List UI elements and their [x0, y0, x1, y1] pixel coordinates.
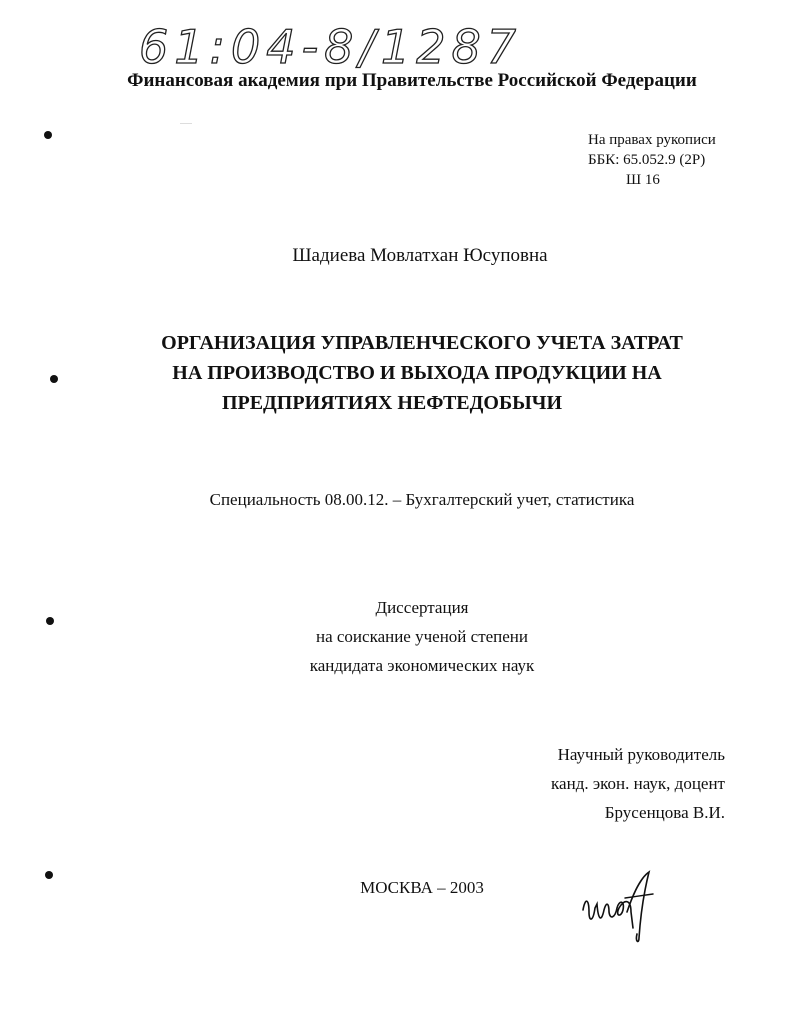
title-line-1: ОРГАНИЗАЦИЯ УПРАВЛЕНЧЕСКОГО УЧЕТА ЗАТРАТ: [161, 332, 683, 354]
supervisor-block: [0, 740, 725, 827]
city-year: МОСКВА – 2003: [360, 878, 484, 897]
dissertation-line-3: кандидата экономических наук: [309, 656, 535, 675]
title-line-2: НА ПРОИЗВОДСТВО И ВЫХОДА ПРОДУКЦИИ НА: [172, 362, 662, 384]
supervisor-line-2: канд. экон. наук, доцент: [551, 774, 725, 793]
dissertation-info: [0, 593, 794, 680]
handwritten-signature: [575, 868, 675, 948]
author-code: Ш 16: [626, 172, 660, 188]
supervisor-name: Брусенцова В.И.: [604, 803, 725, 822]
supervisor-line-1: Научный руководитель: [557, 745, 725, 764]
manuscript-rights: На правах рукописи: [588, 132, 716, 148]
author-name: Шадиева Мовлатхан Юсуповна: [292, 245, 548, 266]
archive-number-text: 61:04-8/1287: [139, 20, 522, 74]
margin-bullet: [44, 131, 52, 139]
bbk-code: ББК: 65.052.9 (2Р): [588, 152, 706, 168]
scan-mark: [180, 123, 192, 124]
institution-name: Финансовая академия при Правительстве Российской Федерации: [127, 70, 697, 91]
rights-block: [588, 130, 716, 190]
specialty: Специальность 08.00.12. – Бухгалтерский учет, статистика: [209, 490, 635, 509]
dissertation-title: [0, 328, 794, 418]
dissertation-line-1: Диссертация: [375, 598, 469, 617]
title-line-3: ПРЕДПРИЯТИЯХ НЕФТЕДОБЫЧИ: [221, 392, 563, 414]
dissertation-line-2: на соискание ученой степени: [315, 627, 529, 646]
